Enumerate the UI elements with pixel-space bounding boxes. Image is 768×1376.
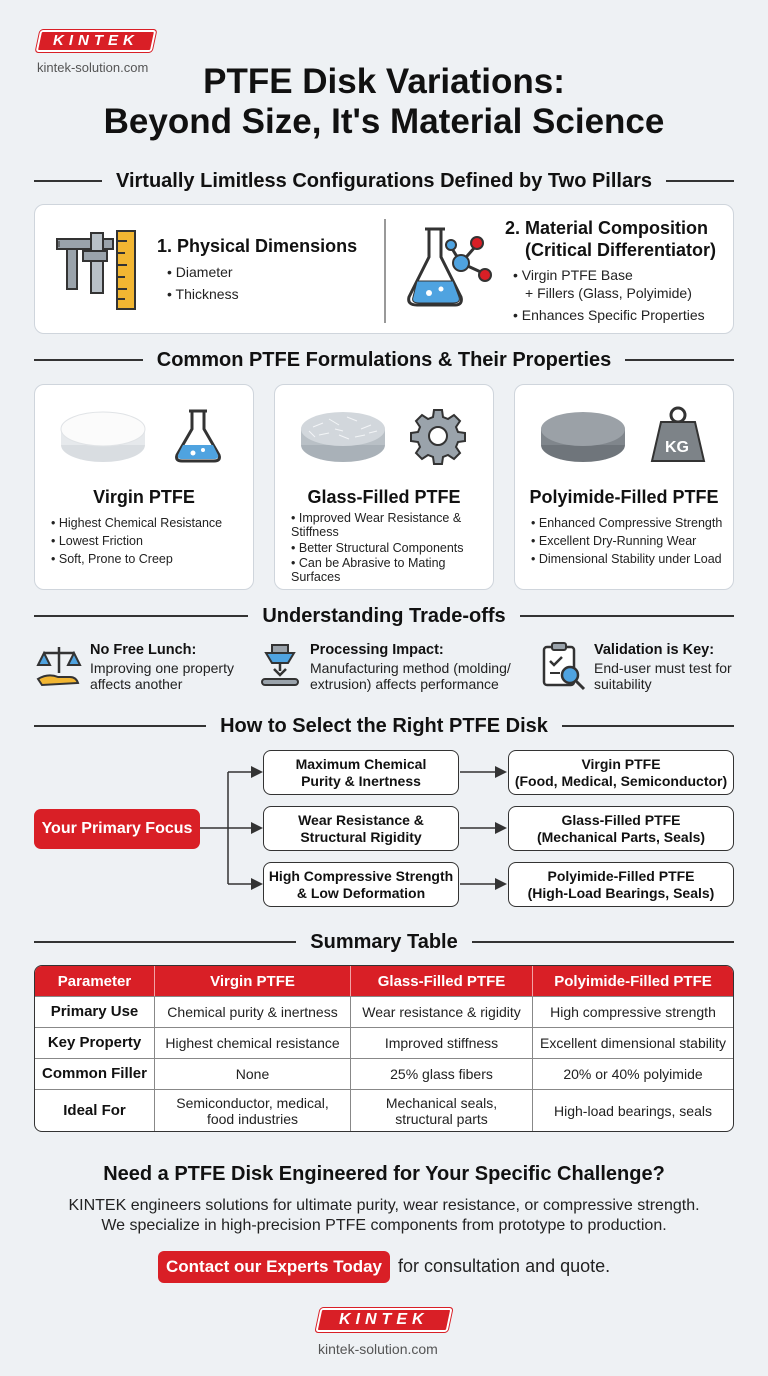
formulation-card-polyimide — [514, 384, 734, 590]
kintek-footer-logo: KINTEK — [315, 1308, 452, 1332]
balance-scale-icon — [36, 643, 82, 689]
cta-body: KINTEK engineers solutions for ultimate purity, wear resistance, or compressive strength. We specialize in high-precision PTFE components from prototype to production. — [68, 1197, 700, 1234]
flask-icon — [171, 407, 225, 465]
primary-focus-badge: Your Primary Focus — [34, 809, 200, 849]
formulation-card-virgin — [34, 384, 254, 590]
table-cell: Mechanical seals, structural parts — [351, 1089, 533, 1131]
press-icon — [258, 643, 302, 689]
tradeoff-body: Improving one property affects another — [90, 660, 234, 692]
physical-item: • Thickness — [167, 285, 239, 303]
table-header: Virgin PTFE — [155, 966, 351, 996]
formulation-bullet: • Better Structural Components — [291, 541, 489, 555]
table-cell: None — [155, 1058, 351, 1089]
result-box: Glass-Filled PTFE (Mechanical Parts, Seals) — [508, 806, 734, 851]
gear-icon — [409, 407, 467, 465]
need-box: Wear Resistance & Structural Rigidity — [263, 806, 459, 851]
formulation-bullet: • Soft, Prone to Creep — [51, 552, 249, 566]
formulation-card-glass — [274, 384, 494, 590]
material-item: • Enhances Specific Properties — [513, 306, 705, 324]
formulation-name: Virgin PTFE — [93, 487, 195, 507]
table-cell: Improved stiffness — [351, 1027, 533, 1058]
result-box: Virgin PTFE (Food, Medical, Semiconductor) — [508, 750, 734, 795]
tradeoff-title: No Free Lunch: — [90, 642, 197, 658]
virgin-disk-image — [59, 407, 147, 465]
formulation-bullet: • Can be Abrasive to Mating Surfaces — [291, 556, 489, 584]
cta-suffix: for consultation and quote. — [398, 1256, 611, 1276]
table-cell: High compressive strength — [533, 996, 733, 1027]
formulation-bullet: • Improved Wear Resistance & Stiffness — [291, 511, 489, 539]
result-box: Polyimide-Filled PTFE (High-Load Bearings, Seals) — [508, 862, 734, 907]
summary-heading: Summary Table — [34, 929, 734, 955]
checklist-magnifier-icon — [540, 641, 586, 691]
formulation-bullet: • Lowest Friction — [51, 534, 249, 548]
table-cell: Key Property — [35, 1027, 155, 1058]
table-header: Polyimide-Filled PTFE — [533, 966, 733, 996]
caliper-ruler-icon — [53, 229, 143, 313]
physical-item: • Diameter — [167, 263, 233, 281]
selection-heading: How to Select the Right PTFE Disk — [34, 713, 734, 739]
table-row — [35, 1027, 733, 1058]
formulation-bullet: • Dimensional Stability under Load — [531, 552, 729, 566]
page-title: PTFE Disk Variations: Beyond Size, It's Material Science — [103, 62, 665, 141]
glass-disk-image — [299, 407, 387, 465]
polyimide-disk-image — [539, 407, 627, 465]
material-title: 2. Material Composition (Critical Differentiator) — [505, 218, 717, 260]
table-cell: Common Filler — [35, 1058, 155, 1089]
table-header: Glass-Filled PTFE — [351, 966, 533, 996]
material-item: + Fillers (Glass, Polyimide) — [525, 285, 692, 301]
table-cell: Wear resistance & rigidity — [351, 996, 533, 1027]
table-header: Parameter — [35, 966, 155, 996]
table-row — [35, 1058, 733, 1089]
table-row — [35, 996, 733, 1027]
formulation-bullet: • Highest Chemical Resistance — [51, 516, 249, 530]
table-cell: 20% or 40% polyimide — [533, 1058, 733, 1089]
table-cell: Highest chemical resistance — [155, 1027, 351, 1058]
formulation-bullet: • Enhanced Compressive Strength — [531, 516, 729, 530]
table-cell: Ideal For — [35, 1089, 155, 1131]
table-cell: 25% glass fibers — [351, 1058, 533, 1089]
kintek-logo: KINTEK — [36, 30, 157, 52]
table-cell: Excellent dimensional stability — [533, 1027, 733, 1058]
tradeoff-title: Processing Impact: — [310, 642, 444, 658]
table-row — [35, 1089, 733, 1131]
formulation-name: Glass-Filled PTFE — [307, 487, 461, 507]
weight-icon-label: KG — [665, 439, 689, 456]
contact-experts-button[interactable]: Contact our Experts Today — [158, 1251, 390, 1283]
table-cell: Semiconductor, medical, food industries — [155, 1089, 351, 1131]
formulation-bullet: • Excellent Dry-Running Wear — [531, 534, 729, 548]
need-box: Maximum Chemical Purity & Inertness — [263, 750, 459, 795]
table-cell: High-load bearings, seals — [533, 1089, 733, 1131]
summary-table — [34, 965, 734, 1132]
tradeoffs-heading: Understanding Trade-offs — [34, 603, 734, 629]
cta-title: Need a PTFE Disk Engineered for Your Specific Challenge? — [103, 1163, 665, 1185]
pillars-card — [34, 204, 734, 334]
table-cell: Primary Use — [35, 996, 155, 1027]
pillar-divider — [384, 219, 386, 323]
site-url[interactable]: kintek-solution.com — [37, 60, 149, 75]
formulation-name: Polyimide-Filled PTFE — [529, 487, 719, 507]
tradeoff-body: End-user must test for suitability — [594, 660, 732, 692]
table-header-row — [35, 966, 733, 996]
pillars-heading: Virtually Limitless Configurations Defined by Two Pillars — [34, 168, 734, 194]
tradeoff-title: Validation is Key: — [594, 642, 715, 658]
formulations-heading: Common PTFE Formulations & Their Properties — [34, 347, 734, 373]
need-box: High Compressive Strength & Low Deformation — [263, 862, 459, 907]
material-item: • Virgin PTFE Base — [513, 266, 633, 284]
physical-title: 1. Physical Dimensions — [157, 236, 358, 256]
table-cell: Chemical purity & inertness — [155, 996, 351, 1027]
tradeoff-body: Manufacturing method (molding/ extrusion) affects performance — [310, 660, 511, 692]
flask-molecule-icon — [403, 223, 495, 313]
footer-site-url[interactable]: kintek-solution.com — [318, 1341, 438, 1357]
